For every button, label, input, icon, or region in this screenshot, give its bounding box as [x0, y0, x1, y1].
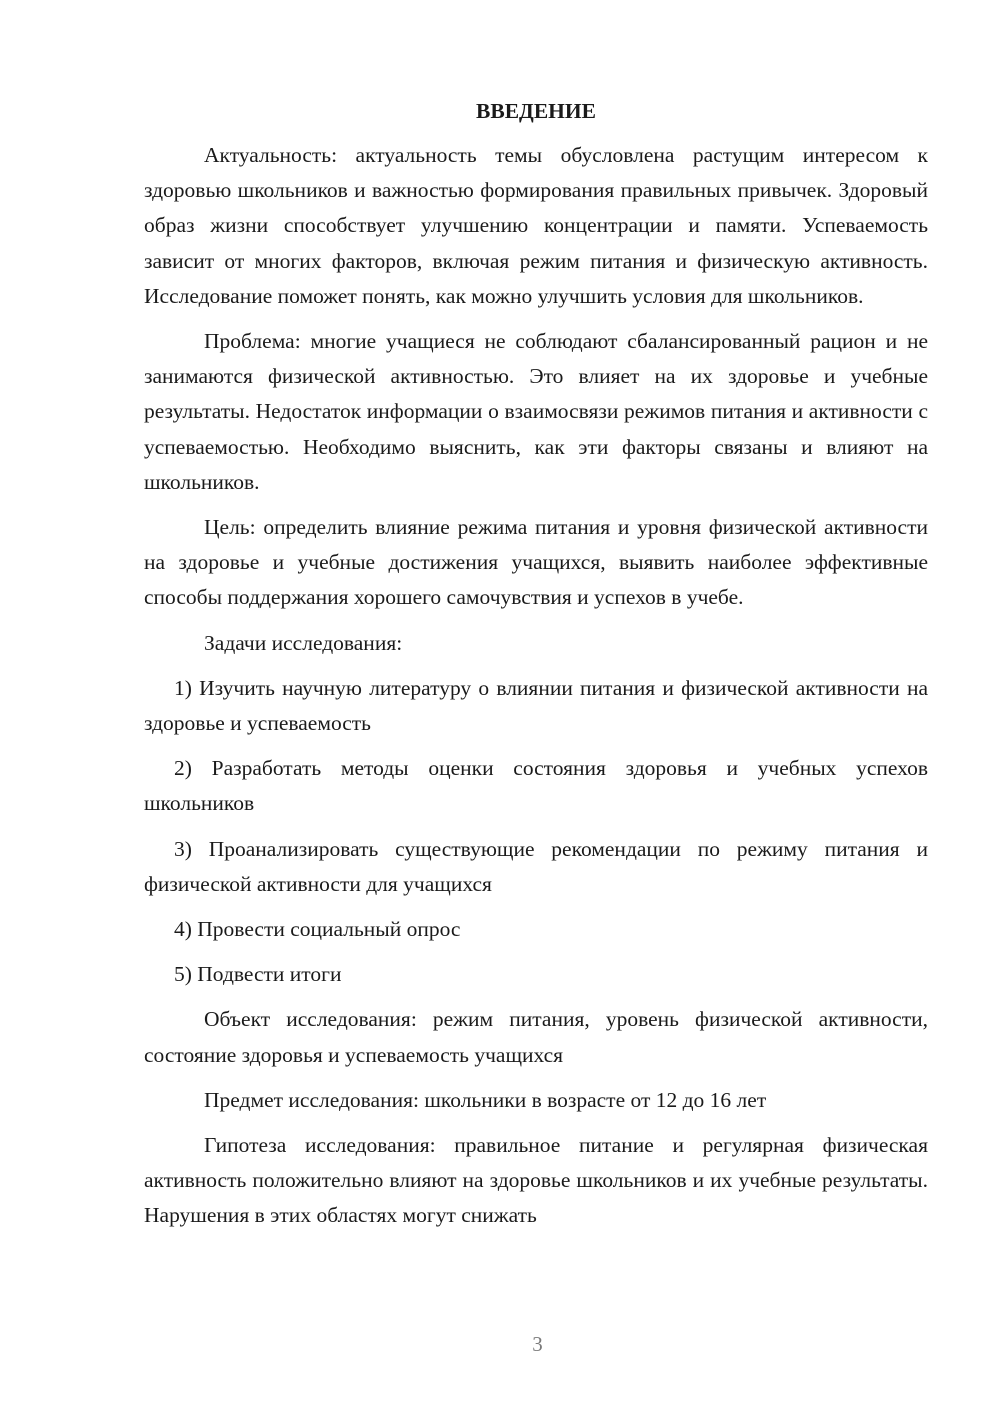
task-item-2: 2) Разработать методы оценки состояния здоровья и учебных успехов школьников: [144, 756, 928, 816]
paragraph-relevance: Актуальность: актуальность темы обусловлена растущим интересом к здоровью школьников и важностью формирования правильных привычек. Здоровый образ жизни способствует улучшению концентрации и памяти. Успеваемость зависит от многих факторов, включая режим питания и физическую активность. Исследование поможет понять, как можно улучшить условия для школьников.: [144, 143, 928, 308]
paragraph-subject: Предмет исследования: школьники в возрасте от 12 до 16 лет: [204, 1087, 767, 1112]
page-title: ВВЕДЕНИЕ: [476, 99, 596, 123]
paragraph-hypothesis: Гипотеза исследования: правильное питание и регулярная физическая активность положительно влияют на здоровье школьников и их учебные результаты. Нарушения в этих областях могут снижать: [144, 1133, 928, 1228]
task-item-5: 5) Подвести итоги: [174, 962, 342, 987]
paragraph-object: Объект исследования: режим питания, уровень физической активности, состояние здоровья и успеваемость учащихся: [144, 1007, 928, 1067]
paragraph-goal: Цель: определить влияние режима питания и уровня физической активности на здоровье и учебные достижения учащихся, выявить наиболее эффективные способы поддержания хорошего самочувствия и успехов в учебе.: [144, 515, 928, 610]
task-item-4: 4) Провести социальный опрос: [174, 917, 461, 942]
task-item-1: 1) Изучить научную литературу о влиянии питания и физической активности на здоровье и успеваемость: [144, 675, 928, 736]
page-content: [144, 94, 928, 1244]
page-number: 3: [532, 1332, 543, 1356]
task-item-3: 3) Проанализировать существующие рекомендации по режиму питания и физической активности для учащихся: [144, 836, 928, 896]
tasks-heading: Задачи исследования:: [204, 630, 403, 655]
paragraph-problem: Проблема: многие учащиеся не соблюдают сбалансированный рацион и не занимаются физической активностью. Это влияет на их здоровье и учебные результаты. Недостаток информации о взаимосвязи режимов питания и активности с успеваемостью. Необходимо выяснить, как эти факторы связаны и влияют на школьников.: [144, 329, 928, 494]
